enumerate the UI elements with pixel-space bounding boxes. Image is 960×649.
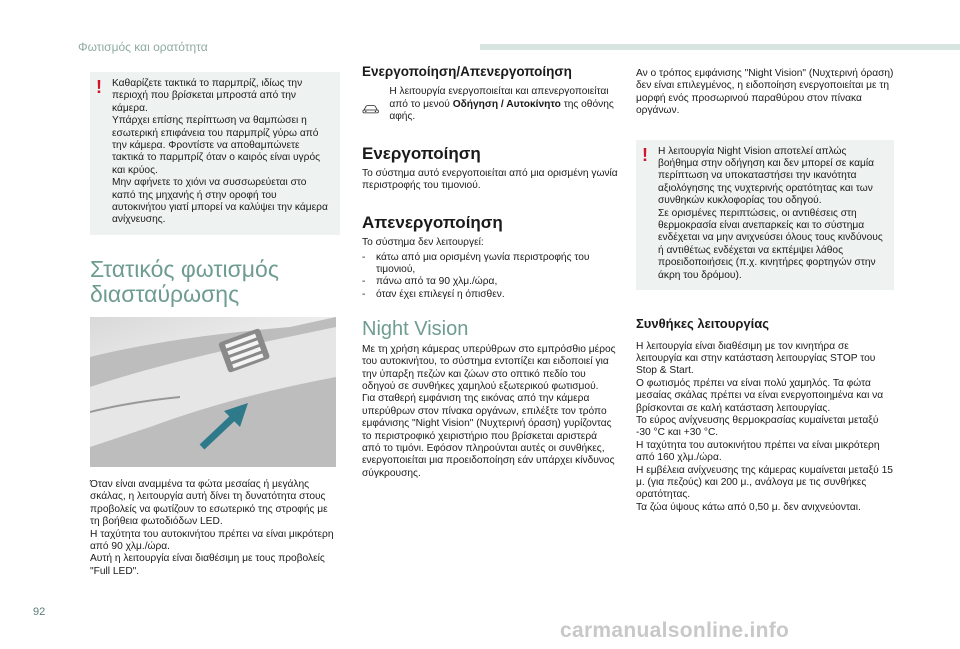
warning-text-night-vision: Η λειτουργία Night Vision αποτελεί απλώς βοήθημα στην οδήγηση και δεν μπορεί σε καμία περίπτωση να υποκαταστήσει την ικανότητα αξιολόγησης της νυχτερινής ορατότητας και των συνθηκών κυκλοφορίας του οδηγού. Σε ορισμένες περιπτώσεις, οι αντιθέσεις στη θερμοκρασία είναι ανεπαρκείς και το σύστημα ενδέχεται να μην ανιχνεύσει όλους τους κινδύνους ή αντιθέτως ενδέχεται να εκπέμψει λάθος προειδοποιήσεις (π.χ. κινητήρες φορτηγών στην άκρη του δρόμου). xyxy=(658,145,883,281)
headlight-photo xyxy=(90,317,336,467)
page-number: 92 xyxy=(33,606,46,618)
menu-path: Οδήγηση / Αυτοκίνητο xyxy=(452,98,561,110)
list-item: - πάνω από τα 90 χλμ./ώρα, xyxy=(362,276,618,288)
warning-box-night-vision xyxy=(636,140,894,290)
activation-text: Το σύστημα αυτό ενεργοποιείται από μια ορισμένη γωνία περιστροφής του τιμονιού. xyxy=(362,168,618,192)
list-item: - κάτω από μια ορισμένη γωνία περιστροφής του τιμονιού, xyxy=(362,252,618,277)
menu-instruction-row xyxy=(362,86,618,123)
column-1 xyxy=(90,72,340,578)
warning-text-camera: Καθαρίζετε τακτικά το παρμπρίζ, ιδίως την περιοχή που βρίσκεται μπροστά από την κάμερα. Υπάρχει επίσης περίπτωση να θαμπώσει η εσωτερική επιφάνεια του παρμπρίζ γύρω από την κάμερα. Φροντίστε να αποθαμπώνετε τακτικά το παρμπρίζ όταν ο καιρός είναι υγρός και κρύος. Μην αφήνετε το χιόνι να συσσωρεύεται στο καπό της μηχανής ή στην οροφή του αυτοκινήτου γιατί μπορεί να καλύψει την κάμερα ανίχνευσης. xyxy=(112,78,328,226)
cornering-light-text: Όταν είναι αναμμένα τα φώτα μεσαίας ή μεγάλης σκάλας, η λειτουργία αυτή δίνει τη δυνατότητα στους προβολείς να φωτίζουν το εσωτερικό της στροφής με τη βοήθεια φωτοδιόδων LED. Η ταχύτητα του αυτοκινήτου πρέπει να είναι μικρότερη από 90 χλμ./ώρα. Αυτή η λειτουργία είναι διαθέσιμη με τους προβολείς "Full LED". xyxy=(90,478,334,577)
column-2 xyxy=(362,66,618,480)
warning-box-camera xyxy=(90,72,340,235)
operating-conditions-text: Η λειτουργία είναι διαθέσιμη με τον κινητήρα σε λειτουργία και στην κατάσταση λειτουργίας STOP του Stop & Start. Ο φωτισμός πρέπει να είναι πολύ χαμηλός. Τα φώτα μεσαίας σκάλας πρέπει να είναι ενεργοποιημένα και να βρίσκονται σε καλή κατάσταση λειτουργίας. Το εύρος ανίχνευσης θερμοκρασίας κυμαίνεται μεταξύ -30 °C και +30 °C. Η ταχύτητα του αυτοκινήτου πρέπει να είναι μικρότερη από 160 χλμ./ώρα. Η εμβέλεια ανίχνευσης της κάμερας κυμαίνεται μεταξύ 15 μ. (για πεζούς) και 200 μ., ανάλογα με τις συνθήκες ορατότητας. Τα ζώα ύψους κάτω από 0,50 μ. δεν ανιχνεύονται. xyxy=(636,340,893,513)
night-vision-text: Με τη χρήση κάμερας υπερύθρων στο εμπρόσθιο μέρος του αυτοκινήτου, το σύστημα εντοπίζει και ειδοποιεί για την ύπαρξη πεζών και ζώων στο οπτικό πεδίο του οδηγού σε συνθήκες χαμηλού εξωτερικού φωτισμού. Για σταθερή εμφάνιση της εικόνας από την κάμερα υπερύθρων στον πίνακα οργάνων, επιλέξτε τον τρόπο εμφάνισης "Night Vision" (Νυχτερινή όραση) γυρίζοντας το περιστροφικό χειριστήριο που βρίσκεται αριστερά από το τιμόνι. Εφόσον πληρούνται αυτές οι συνθήκες, ενεργοποιείται μια προειδοποίηση εάν υπάρχει κίνδυνος σύγκρουσης. xyxy=(362,343,616,479)
deactivation-list xyxy=(362,252,618,302)
deactivation-intro: Το σύστημα δεν λειτουργεί: xyxy=(362,237,484,249)
heading-night-vision: Night Vision xyxy=(362,318,469,341)
exclamation-icon: ! xyxy=(96,77,102,97)
page-header-title: Φωτισμός και ορατότητα xyxy=(78,40,208,54)
header-rule xyxy=(480,44,960,50)
menu-instruction-text: Η λειτουργία ενεργοποιείται και απενεργοποιείται από το μενού Οδήγηση / Αυτοκίνητο της οθόνης αφής. xyxy=(389,86,614,123)
heading-deactivation: Απενεργοποίηση xyxy=(362,212,503,232)
heading-activation: Ενεργοποίηση xyxy=(362,143,481,163)
list-item: - όταν έχει επιλεγεί η όπισθεν. xyxy=(362,289,618,301)
heading-operating-conditions: Συνθήκες λειτουργίας xyxy=(636,316,769,332)
car-icon xyxy=(362,98,379,120)
heading-activation-deactivation: Ενεργοποίηση/Απενεργοποίηση xyxy=(362,64,572,79)
watermark: carmanualsonline.info xyxy=(560,619,790,642)
night-vision-alert-text: Αν ο τρόπος εμφάνισης "Night Vision" (Νυχτερινή όραση) δεν είναι επιλεγμένος, η ειδοποίηση ενεργοποιείται με τη μορφή ενός προσωρινού παραθύρου στον πίνακα οργάνων. xyxy=(636,68,894,117)
headlight-illustration xyxy=(90,317,336,467)
column-3 xyxy=(636,68,894,514)
section-title-cornering-light: Στατικός φωτισμός διασταύρωσης xyxy=(90,255,279,307)
exclamation-icon: ! xyxy=(642,144,648,165)
